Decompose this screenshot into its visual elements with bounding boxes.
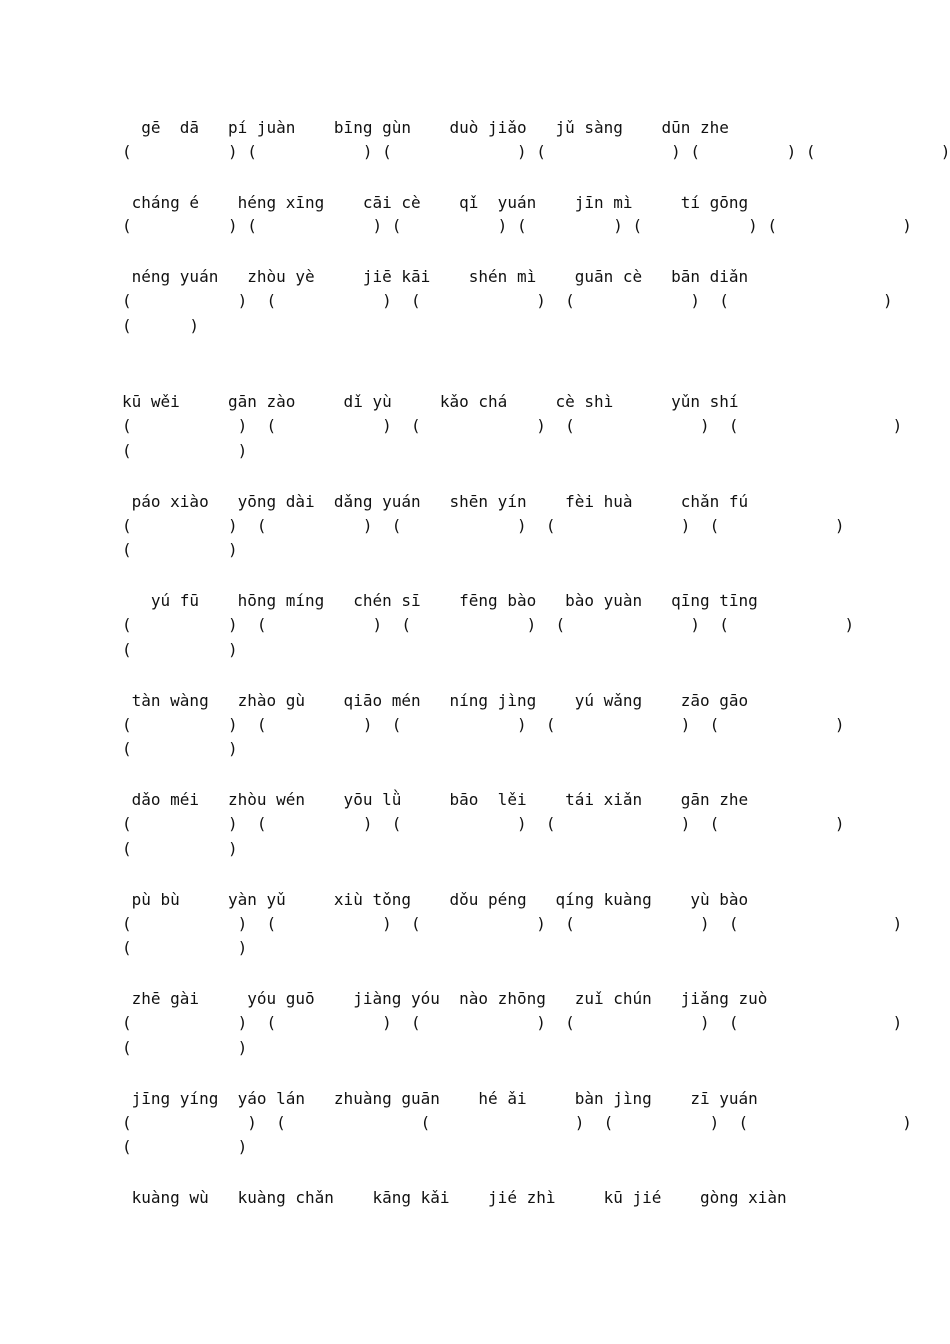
blank-row-4: ( ) ( ) ( ) ( ) ( ) bbox=[122, 416, 903, 435]
pinyin-row-12: kuàng wù kuàng chǎn kāng kǎi jié zhì kū jié gòng xiàn bbox=[122, 1188, 787, 1207]
blank-row-9: ( ) ( ) ( ) ( ) ( ) bbox=[122, 914, 903, 933]
pinyin-row-11: jīng yíng yáo lán zhuàng guān hé ǎi bàn jìng zī yuán bbox=[122, 1089, 758, 1108]
pinyin-row-8: dǎo méi zhòu wén yōu lǜ bāo lěi tái xiǎn gān zhe bbox=[122, 790, 749, 809]
blank-row-10b: ( ) bbox=[122, 1038, 248, 1057]
blank-row-8b: ( ) bbox=[122, 839, 238, 858]
blank-row-1: ( ) ( ) ( ) ( ) ( ) ( ) bbox=[122, 142, 950, 161]
pinyin-row-3: néng yuán zhòu yè jiē kāi shén mì guān cè bān diǎn bbox=[122, 267, 749, 286]
pinyin-row-9: pù bù yàn yǔ xiù tǒng dǒu péng qíng kuàng yù bào bbox=[122, 890, 749, 909]
blank-row-3b: ( ) bbox=[122, 316, 200, 335]
pinyin-row-2: cháng é héng xīng cāi cè qǐ yuán jīn mì tí gōng bbox=[122, 193, 749, 212]
pinyin-row-10: zhē gài yóu guō jiàng yóu nào zhōng zuǐ chún jiǎng zuò bbox=[122, 989, 768, 1008]
blank-row-6: ( ) ( ) ( ) ( ) ( ) bbox=[122, 615, 855, 634]
blank-row-11: ( ) ( ( ) ( ) ( ) bbox=[122, 1113, 912, 1132]
blank-row-7b: ( ) bbox=[122, 739, 238, 758]
blank-row-5: ( ) ( ) ( ) ( ) ( ) bbox=[122, 516, 845, 535]
pinyin-row-6: yú fū hōng míng chén sī fēng bào bào yuàn qīng tīng bbox=[122, 591, 758, 610]
blank-row-2: ( ) ( ) ( ) ( ) ( ) ( ) bbox=[122, 216, 912, 235]
blank-row-6b: ( ) bbox=[122, 640, 238, 659]
pinyin-row-5: páo xiào yōng dài dǎng yuán shēn yín fèi huà chǎn fú bbox=[122, 492, 749, 511]
blank-row-8: ( ) ( ) ( ) ( ) ( ) bbox=[122, 814, 845, 833]
blank-row-10: ( ) ( ) ( ) ( ) ( ) bbox=[122, 1013, 903, 1032]
blank-row-11b: ( ) bbox=[122, 1137, 248, 1156]
blank-row-3: ( ) ( ) ( ) ( ) ( ) bbox=[122, 291, 893, 310]
blank-row-9b: ( ) bbox=[122, 938, 248, 957]
pinyin-row-4: kū wěi gān zào dǐ yù kǎo chá cè shì yǔn shí bbox=[122, 392, 739, 411]
blank-row-5b: ( ) bbox=[122, 540, 238, 559]
pinyin-row-7: tàn wàng zhào gù qiāo mén níng jìng yú wǎng zāo gāo bbox=[122, 691, 749, 710]
pinyin-row-1: gē dā pí juàn bīng gùn duò jiǎo jǔ sàng dūn zhe bbox=[122, 118, 729, 137]
blank-row-7: ( ) ( ) ( ) ( ) ( ) bbox=[122, 715, 845, 734]
blank-row-4b: ( ) bbox=[122, 441, 248, 460]
